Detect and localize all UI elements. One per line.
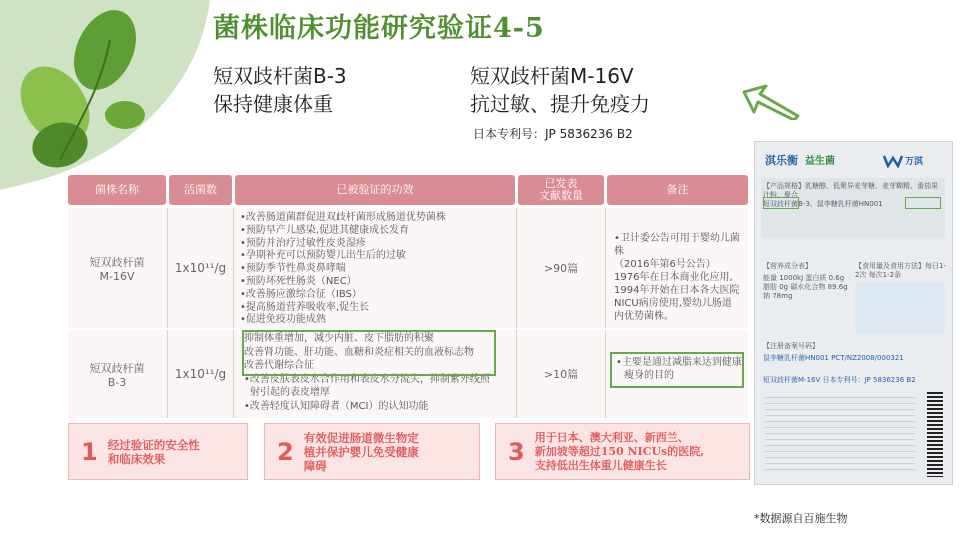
function-item: •改善皮肤表皮水合作用和表皮水分流失，抑制紫外线照 — [244, 373, 490, 385]
function-item: •提高肠道营养吸收率,促生长 — [240, 301, 370, 313]
highlight-number: 2 — [277, 437, 294, 466]
highlight-frame — [763, 197, 799, 209]
strain-name-cell — [68, 208, 166, 328]
strain-b3-block — [213, 62, 347, 118]
strain-m16v-block — [470, 62, 650, 118]
strain-name-line2: M-16V — [99, 269, 135, 283]
highlight-text — [304, 431, 419, 473]
live-count-cell: 1x10¹¹/g — [174, 367, 227, 381]
header-papers: 已发表 文献数量 — [518, 175, 604, 205]
usage-block — [855, 282, 945, 334]
functions-list — [240, 212, 446, 327]
product-maker: 万淇 — [905, 157, 924, 167]
remark-line: NICU病房使用,婴幼儿肠道 — [614, 298, 732, 309]
function-item: 射引起的表皮增厚 — [250, 387, 330, 398]
product-type: 益生菌 — [805, 156, 835, 167]
function-item: •预防并治疗过敏性皮炎湿疹 — [240, 237, 366, 249]
function-item: 抑制体重增加，减少内脏、皮下脂肪的积聚 — [244, 333, 434, 344]
remark-line: •卫计委公告可用于婴幼儿菌株 — [614, 233, 740, 257]
patent-number: 日本专利号：JP 5836236 B2 — [473, 127, 633, 141]
remark-line: 内优势菌株。 — [614, 311, 674, 322]
function-item: •促进免疫功能成熟 — [240, 314, 326, 326]
remark-line: 1994年开始在日本各大医院 — [614, 285, 740, 296]
source-note: *数据源自百施生物 — [754, 512, 848, 525]
highlight-number: 1 — [81, 437, 98, 466]
remark-line: （2016年第6号公告） — [614, 259, 716, 270]
remark-line: 1976年在日本商业化应用, — [614, 272, 733, 283]
table-row — [68, 208, 748, 328]
page-title: 菌株临床功能研究验证4-5 — [213, 13, 545, 44]
highlight-frame — [905, 197, 941, 209]
strain-name-line1: 短双歧杆菌 — [89, 361, 145, 375]
highlight-line: 经过验证的安全性 — [107, 437, 200, 452]
strain-name-line1: 短双歧杆菌 — [89, 255, 145, 269]
remark-cell — [614, 232, 748, 323]
highlight-line: 植并保护婴儿免受健康 — [303, 444, 419, 459]
label-line: 【产品规格】乳糖醇、低聚异麦芽糖、麦芽糊精、番茄果汁粉、聚合 — [763, 182, 938, 199]
strain-m16v-name: 短双歧杆菌M-16V — [470, 64, 634, 88]
strain-b3-name: 短双歧杆菌B-3 — [213, 64, 347, 88]
basil-leaf-decoration — [0, 0, 210, 190]
function-item: •改善肠应激综合征（IBS） — [240, 288, 362, 300]
product-brand: 淇乐衡 — [765, 154, 798, 167]
header-live-count: 活菌数 — [169, 175, 232, 205]
product-package-image — [754, 141, 953, 485]
papers-cell: >10篇 — [543, 368, 579, 381]
label-fine-print — [765, 392, 915, 472]
barcode-icon — [927, 392, 943, 477]
label-line: 【营养成分表】 — [763, 262, 812, 270]
highlight-line: 支持低出生体重儿健康生长 — [534, 458, 667, 472]
label-line: 短双歧杆菌B-3、鼠李糖乳杆菌HN001 — [763, 200, 883, 208]
highlight-line: 用于日本、澳大利亚、新西兰、 — [534, 430, 689, 444]
header-functions: 已被验证的功效 — [235, 175, 515, 205]
header-remark: 备注 — [607, 175, 748, 205]
strain-name-line2: B-3 — [107, 375, 127, 389]
remark-line: 瘦身的目的 — [624, 370, 674, 381]
function-item: •预防早产儿感染,促进其健康成长发育 — [240, 224, 410, 236]
highlight-box-2 — [264, 423, 480, 480]
label-line: 鼠李糖乳杆菌HN001 PCT/NZ2008/000321 — [763, 354, 904, 362]
strain-m16v-benefit: 抗过敏、提升免疫力 — [470, 92, 650, 116]
highlight-line: 和临床效果 — [107, 451, 166, 466]
label-line: 【注册备案号码】 — [763, 342, 819, 350]
maker-logo-icon — [883, 154, 903, 168]
function-item: •预防季节性鼻炎鼻哮喘 — [240, 263, 346, 275]
remark-line: •主要是通过减脂来达到健康 — [616, 357, 742, 368]
highlight-frame — [610, 352, 744, 388]
function-item: •预防坏死性肠炎（NEC） — [240, 275, 357, 287]
highlight-box-3 — [495, 423, 750, 480]
strain-name-cell — [68, 330, 166, 418]
function-item: •改善肠道菌群促进双歧杆菌形成肠道优势菌株 — [240, 212, 446, 223]
function-item: 改善代谢综合征 — [244, 360, 314, 371]
highlight-box-1 — [68, 423, 248, 480]
function-item: •孕期补充可以预防婴儿出生后的过敏 — [240, 250, 406, 262]
function-item: •改善轻度认知障碍者（MCI）的认知功能 — [244, 400, 429, 412]
label-line: 短双歧杆菌M-16V 日本专利号：JP 5836236 B2 — [763, 376, 916, 384]
function-item: 改善肾功能、肝功能、血糖和炎症相关的血液标志物 — [244, 346, 474, 358]
papers-cell: >90篇 — [543, 262, 579, 275]
highlight-text — [108, 438, 200, 466]
table-row — [68, 330, 748, 418]
highlight-frame — [242, 330, 496, 376]
highlight-number: 3 — [508, 437, 525, 466]
header-strain-name: 菌株名称 — [68, 175, 166, 205]
label-line: 能量 1000kJ 蛋白质 0.6g 脂肪 0g 碳水化合物 89.6g 钠 78mg — [763, 274, 848, 300]
highlight-line: 新加坡等超过150 NICUs的医院, — [534, 444, 705, 458]
label-line: 【食用量及食用方法】每日1-2次 每次1-2条 — [855, 262, 946, 279]
highlight-text — [535, 431, 704, 473]
live-count-cell: 1x10¹¹/g — [174, 261, 227, 275]
highlight-line: 障碍 — [303, 458, 327, 473]
highlight-line: 有效促进肠道微生物定 — [303, 430, 419, 445]
strain-b3-benefit: 保持健康体重 — [213, 92, 333, 116]
pointer-arrow-icon — [740, 82, 800, 120]
